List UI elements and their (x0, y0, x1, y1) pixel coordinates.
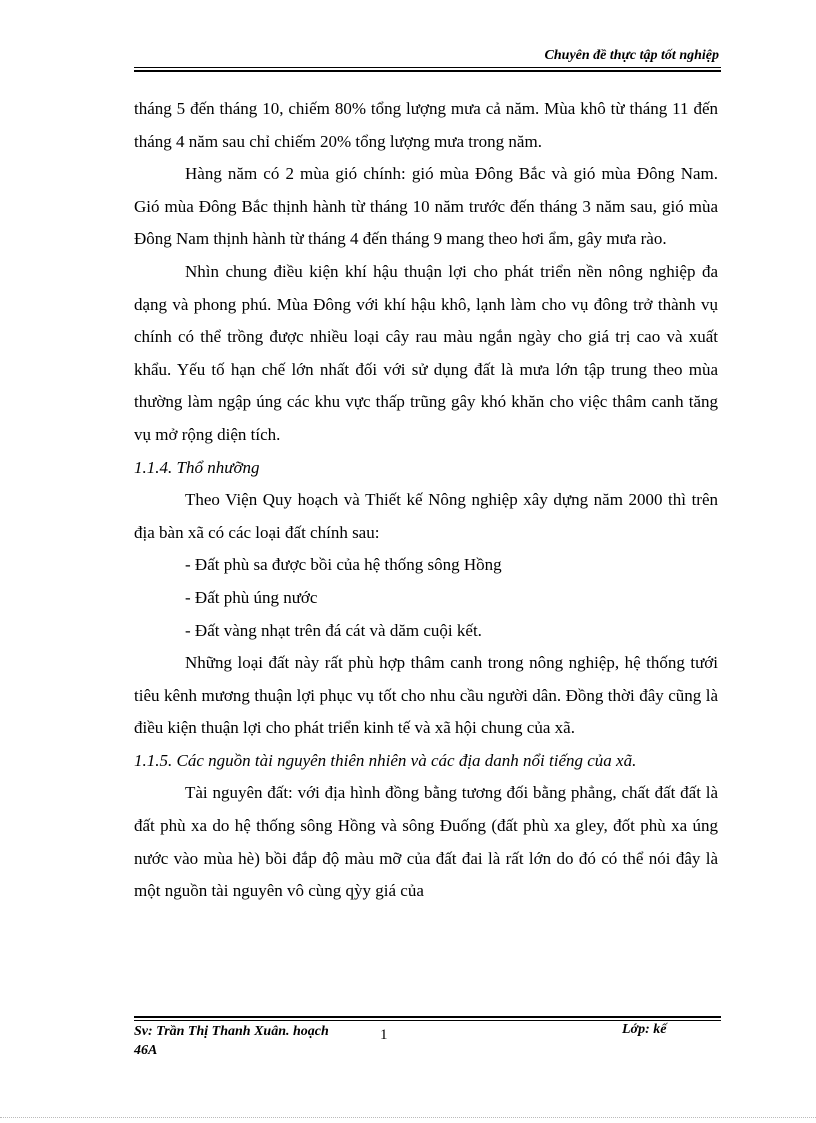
paragraph-soil-intro: Theo Viện Quy hoạch và Thiết kế Nông nghiệp xây dựng năm 2000 thì trên địa bàn xã có các loại đất chính sau: (134, 490, 718, 542)
document-body (134, 93, 718, 908)
footer-rule-thick (134, 1016, 721, 1018)
header-rule-thick (134, 70, 721, 72)
paragraph-rainfall: tháng 5 đến tháng 10, chiếm 80% tổng lượng mưa cả năm. Mùa khô từ tháng 11 đến tháng 4 năm sau chỉ chiếm 20% tổng lượng mưa trong năm. (134, 99, 718, 151)
footer-class-label: Lớp: kế (622, 1022, 667, 1037)
section-heading-soil: 1.1.4. Thổ nhưỡng (134, 457, 260, 477)
header-rule (134, 67, 721, 68)
section-heading-resources: 1.1.5. Các nguồn tài nguyên thiên nhiên và các địa danh nổi tiếng của xã. (134, 750, 637, 770)
list-item-soil-2: - Đất phù úng nước (185, 587, 318, 607)
page-number: 1 (380, 1027, 388, 1043)
paragraph-land-resources: Tài nguyên đất: với địa hình đồng bằng tương đối bằng phẳng, chất đất đất là đất phù xa do hệ thống sông Hồng và sông Đuống (đất phù xa gley, đốt phù xa úng nước vào mùa hè) bồi đắp độ màu mỡ của đất đai là rất lớn do đó có thể nói đây là một nguồn tài nguyên vô cùng qỳy giá của (134, 783, 718, 901)
header-title: Chuyên đề thực tập tốt nghiệp (544, 48, 719, 63)
list-item-soil-3: - Đất vàng nhạt trên đá cát và dăm cuội kết. (185, 620, 482, 640)
footer-rule (134, 1020, 721, 1021)
paragraph-climate: Nhìn chung điều kiện khí hậu thuận lợi cho phát triển nền nông nghiệp đa dạng và phong phú. Mùa Đông với khí hậu khô, lạnh làm cho vụ đông trở thành vụ chính có thể trồng được nhiều loại cây rau màu ngắn ngày cho giá trị cao và xuất khẩu. Yếu tố hạn chế lớn nhất đối với sử dụng đất là mưa lớn tập trung theo mùa thường làm ngập úng các khu vực thấp trũng gây khó khăn cho việc thâm canh tăng vụ mở rộng diện tích. (134, 261, 718, 444)
list-item-soil-1: - Đất phù sa được bồi của hệ thống sông Hồng (185, 555, 502, 575)
paragraph-soil-suitability: Những loại đất này rất phù hợp thâm canh trong nông nghiệp, hệ thống tưới tiêu kênh mương thuận lợi phục vụ tốt cho nhu cầu người dân. Đồng thời đây cũng là điều kiện thuận lợi cho phát triển kinh tế và xã hội chung của xã. (134, 653, 718, 738)
page-edge (0, 1117, 816, 1118)
footer-student-name: Sv: Trần Thị Thanh Xuân. hoạch 46A (134, 1024, 329, 1058)
paragraph-monsoon: Hàng năm có 2 mùa gió chính: gió mùa Đông Bắc và gió mùa Đông Nam. Gió mùa Đông Bắc thịnh hành từ tháng 10 năm trước đến tháng 3 năm sau, gió mùa Đông Nam thịnh hành từ tháng 4 đến tháng 9 mang theo hơi ẩm, gây mưa rào. (134, 164, 718, 249)
